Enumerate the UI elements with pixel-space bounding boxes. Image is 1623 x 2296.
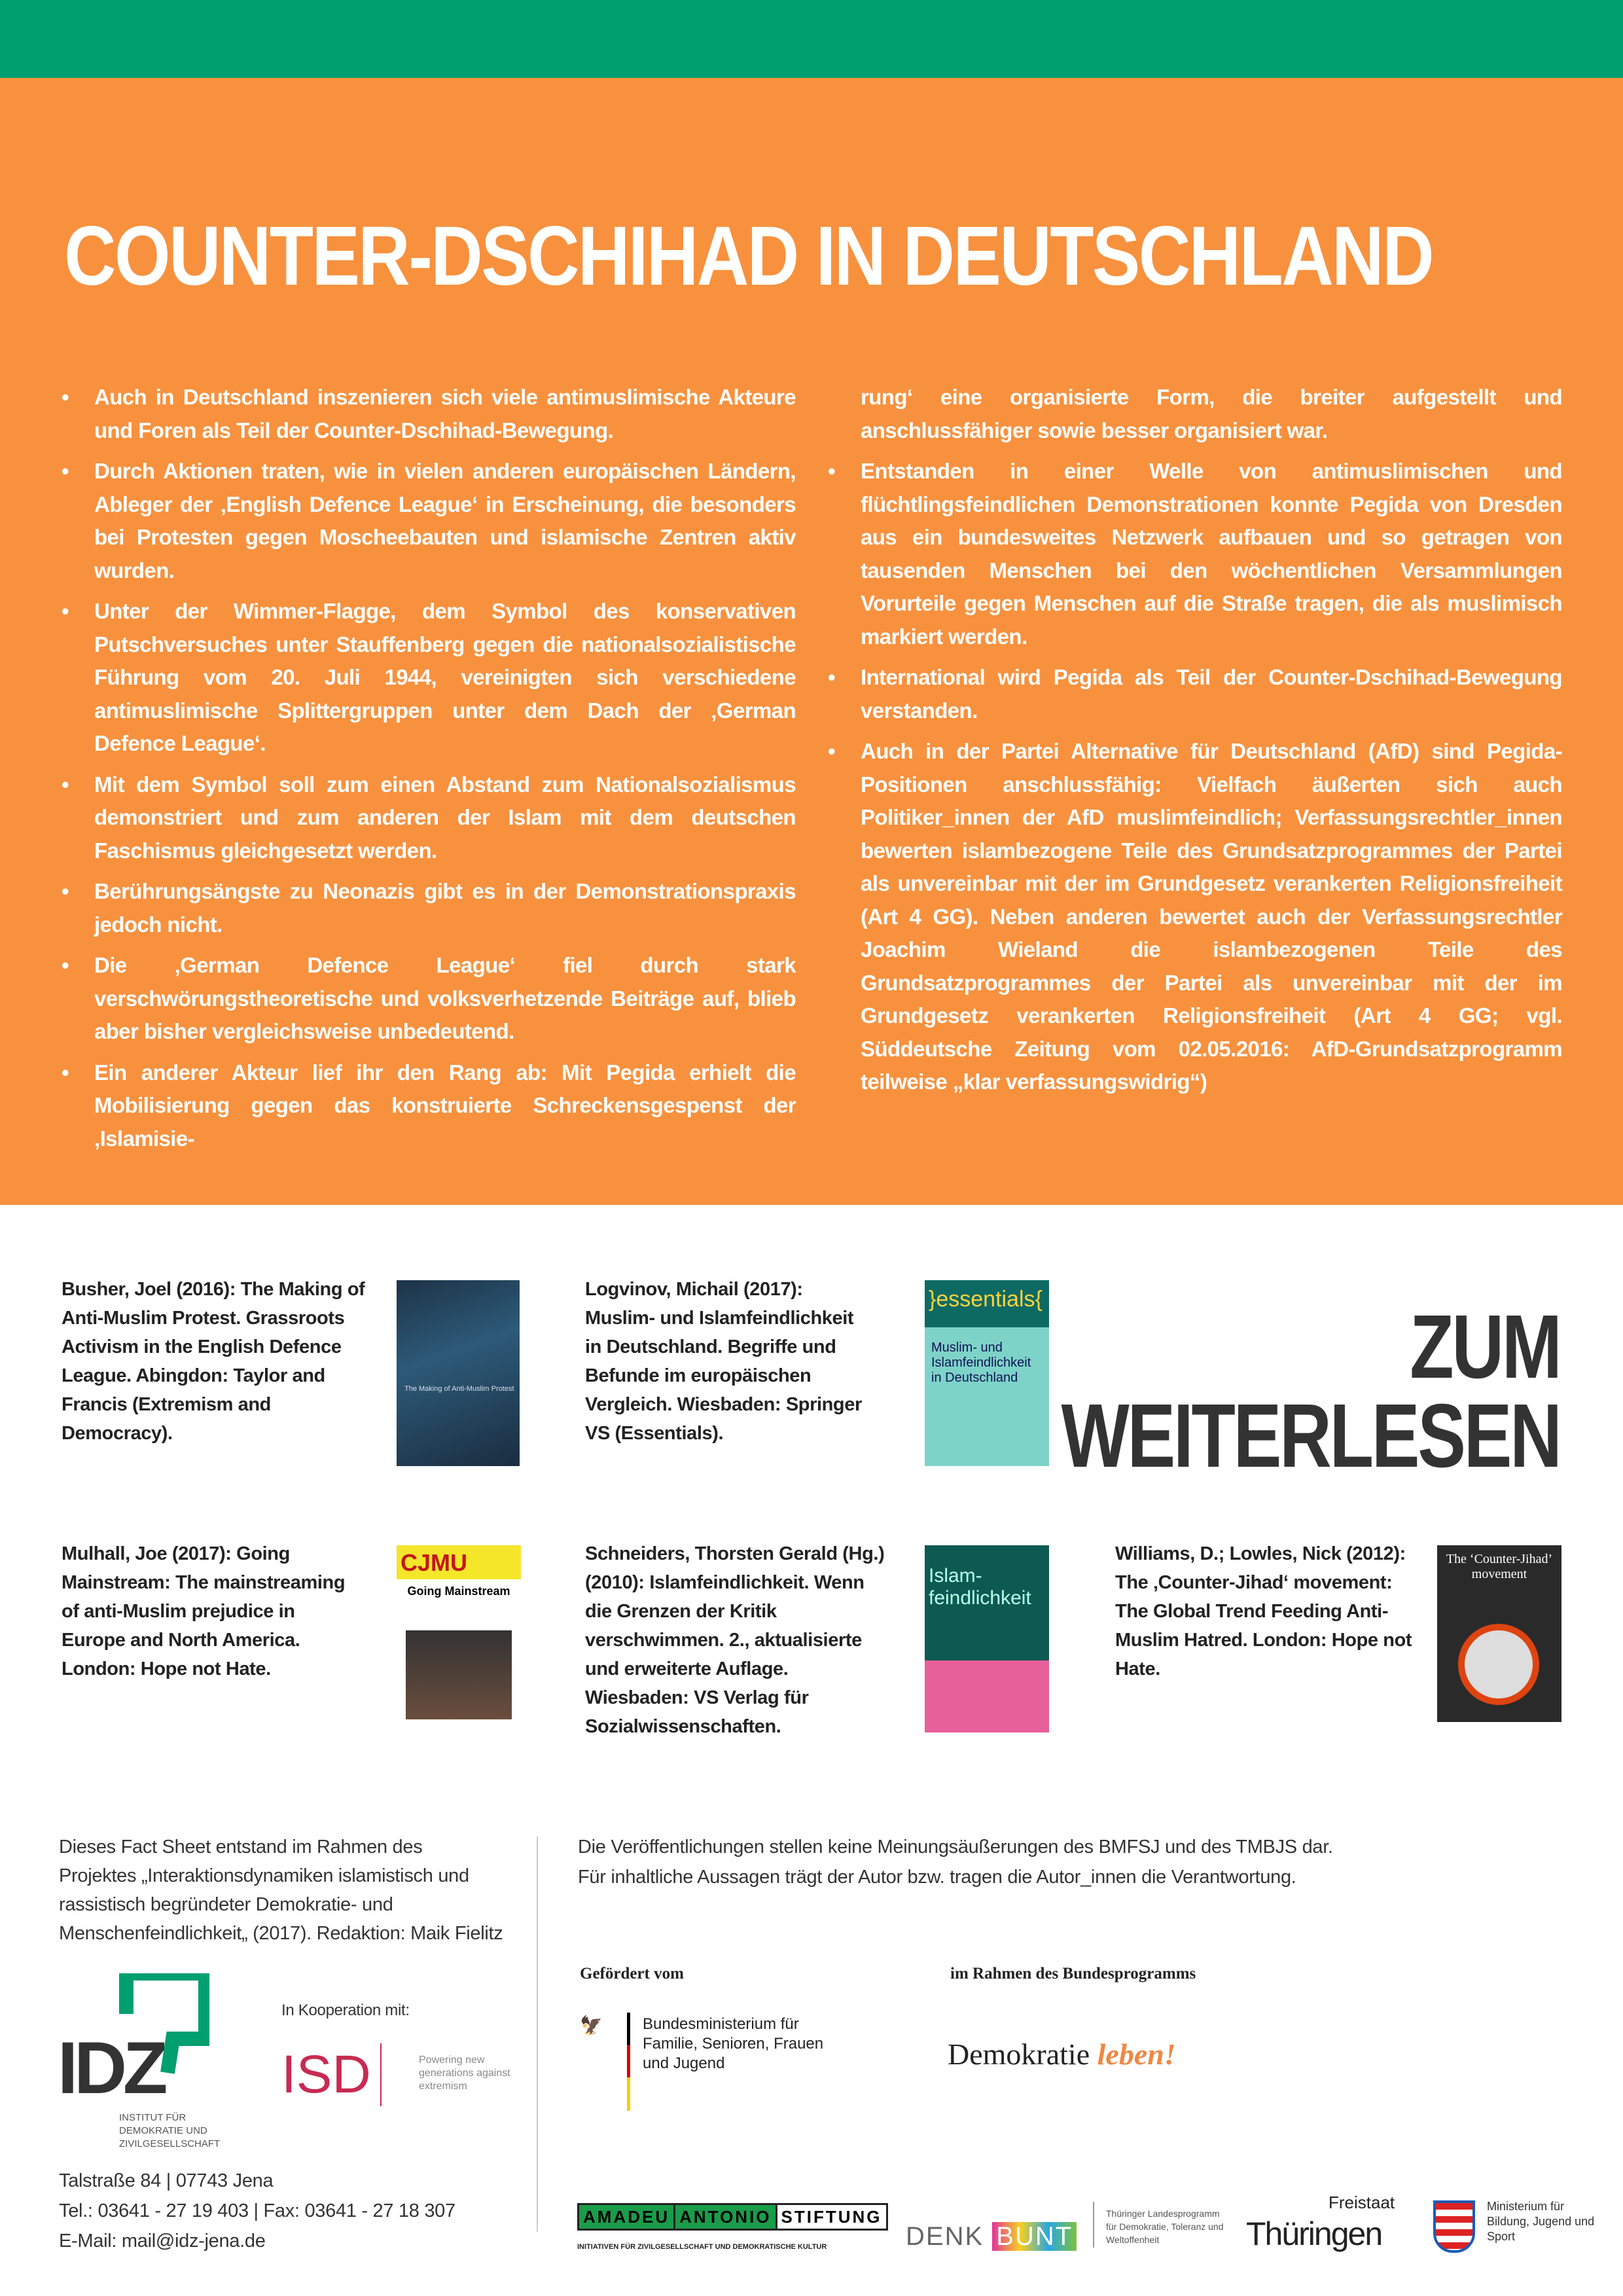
disclaimer-1: Die Veröffentlichungen stellen keine Meinungsäußerungen des BMFSJ und des TMBJS dar. bbox=[578, 1837, 1333, 1857]
heading-weiterlesen: WEITERLESEN bbox=[1061, 1386, 1560, 1486]
thueringen-coat-of-arms-icon bbox=[1433, 2200, 1475, 2253]
heading-zum: ZUM bbox=[1410, 1297, 1560, 1397]
bullet-text: Mit dem Symbol soll zum einen Abstand zum Nationalsozialismus demonstriert und zum anderen der Islam mit dem deutschen Faschismus gleichgesetzt werden. bbox=[94, 772, 796, 863]
bullet-text: Durch Aktionen traten, wie in vielen anderen europäischen Ländern, Ableger der ‚English Defence League‘ in Erscheinung, die besonders bei Protesten gegen Moscheebauten und islamische Zentren aktiv wurden. bbox=[94, 459, 796, 583]
section-heading-weiterlesen bbox=[1061, 1297, 1560, 1486]
bullet-icon: • bbox=[828, 739, 835, 763]
book-ref-williams: Williams, D.; Lowles, Nick (2012): The ‚Counter-Jihad‘ movement: The Global Trend Feeding Anti-Muslim Hatred. London: Hope not Hate. bbox=[1115, 1543, 1412, 1679]
stiftung-word: STIFTUNG bbox=[781, 2207, 882, 2227]
phone-fax: Tel.: 03641 - 27 19 403 | Fax: 03641 - 27 18 307 bbox=[59, 2200, 455, 2221]
leben-word: leben! bbox=[1097, 2037, 1176, 2071]
thueringen-logo: Thüringen bbox=[1246, 2215, 1382, 2252]
bullet-text: Unter der Wimmer-Flagge, dem Symbol des konservativen Putschversuches unter Stauffenberg gegen die nationalsozialistische Führung vom 20. Juli 1944, vereinigten sich verschiedene antimuslimische Splittergruppen unter dem Dach der ‚German Defence League‘. bbox=[94, 599, 796, 755]
bullet-icon: • bbox=[62, 459, 69, 483]
address: Talstraße 84 | 07743 Jena bbox=[59, 2170, 274, 2191]
project-note: Dieses Fact Sheet entstand im Rahmen des Projektes „Interaktionsdynamiken islamistisch und rassistisch begründeter Demokratie- und Menschenfeindlichkeit„ (2017). Redaktion: Maik Fielitz bbox=[59, 1837, 503, 1944]
bullet-item bbox=[62, 768, 796, 868]
bullet-item bbox=[828, 735, 1562, 1099]
bullet-item bbox=[62, 381, 796, 447]
book-cover-title: }essentials{ bbox=[925, 1280, 1049, 1327]
denk-word: DENK bbox=[906, 2222, 984, 2251]
book-ref-schneiders: Schneiders, Thorsten Gerald (Hg.) (2010): Islamfeindlichkeit. Wenn die Grenzen der Kritik verschwimmen. 2., aktualisierte und erweiterte Auflage. Wiesbaden: VS Verlag für Sozialwissenschaften. bbox=[585, 1543, 885, 1737]
bullet-text: Auch in der Partei Alternative für Deutschland (AfD) sind Pegida-Positionen anschlussfähig: Vielfach äußerten sich auch Politiker_innen der AfD muslimfeindlich; Verfassungsrechtler_innen bewerten islambezogene Teile des Grundsatzprogrammes der Partei als unvereinbar mit der im Grundgesetz verankerten Religionsfreiheit (Art 4 GG). Neben anderen bewertet auch der Verfassungsrechtler Joachim Wieland die islambezogenen Teile des Grundsatzprogrammes der Partei als unvereinbar mit der im Grundgesetz verankerten Religionsfreiheit (Art 4 GG; vgl. Süddeutsche Zeitung vom 02.05.2016: AfD-Grundsatzprogramm teilweise „klar verfassungswidrig“) bbox=[861, 739, 1562, 1094]
bullet-icon: • bbox=[62, 879, 69, 903]
book-cover-title: CJMU bbox=[397, 1545, 521, 1579]
bullet-icon: • bbox=[828, 665, 835, 689]
german-flag-bar bbox=[627, 2013, 630, 2111]
book-ref-mulhall: Mulhall, Joe (2017): Going Mainstream: The mainstreaming of anti-Muslim prejudice in Europe and North America. London: Hope not Hate. bbox=[62, 1543, 346, 1679]
page-title: COUNTER-DSCHIHAD IN DEUTSCHLAND bbox=[64, 209, 1433, 303]
footer-divider bbox=[537, 1837, 538, 2232]
bullet-text: International wird Pegida als Teil der Counter-Dschihad-Bewegung verstanden. bbox=[861, 665, 1562, 723]
bullet-item bbox=[828, 455, 1562, 653]
book-cover-photo bbox=[406, 1630, 512, 1719]
bullet-text: Entstanden in einer Welle von antimuslimischen und flüchtlingsfeindlichen Demonstrationen konnte Pegida von Dresden aus ein bundesweites Netzwerk aufbauen und so getragen von tausenden Menschen bei den wöchentlichen Versammlungen Vorurteile gegen Menschen auf die Straße tragen, die als muslimisch markiert werden. bbox=[861, 459, 1562, 649]
denkbunt-divider bbox=[1093, 2202, 1094, 2248]
book-cover-mulhall bbox=[397, 1545, 521, 1722]
denkbunt-subtitle: Thüringer Landesprogramm für Demokratie, Toleranz und Weltoffenheit bbox=[1106, 2208, 1224, 2245]
bullet-item bbox=[62, 875, 796, 941]
demokratie-word: Demokratie bbox=[948, 2037, 1090, 2071]
amadeu-antonio-logo bbox=[577, 2203, 888, 2231]
funded-by-label: Gefördert vom bbox=[580, 1965, 684, 1982]
book-cover-title: The Making of Anti-Muslim Protest bbox=[404, 1385, 514, 1393]
bunt-word: BUNT bbox=[992, 2222, 1077, 2251]
cooperation-label: In Kooperation mit: bbox=[281, 2001, 410, 2019]
bullet-text: Ein anderer Akteur lief ihr den Rang ab: Mit Pegida erhielt die Mobilisierung gegen das konstruierte Schreckensgespenst der ‚Islamisie- bbox=[94, 1060, 796, 1151]
bullet-icon: • bbox=[62, 1060, 69, 1085]
book-cover-williams bbox=[1437, 1545, 1561, 1722]
bullet-item bbox=[62, 455, 796, 587]
idz-subtitle: INSTITUT FÜR DEMOKRATIE UND ZIVILGESELLSCHAFT bbox=[119, 2112, 221, 2149]
book-cover-logvinov bbox=[925, 1280, 1049, 1466]
top-green-bar bbox=[0, 0, 1623, 78]
bullet-icon: • bbox=[62, 385, 69, 409]
prohibition-sign-icon bbox=[1458, 1624, 1539, 1705]
bullet-text: Auch in Deutschland inszenieren sich viele antimuslimische Akteure und Foren als Teil der Counter-Dschihad-Bewegung. bbox=[94, 385, 796, 442]
idz-wordmark: IDZ bbox=[58, 2027, 164, 2109]
bullet-item bbox=[828, 661, 1562, 727]
amadeu-word: AMADEU bbox=[579, 2205, 675, 2229]
book-ref-logvinov: Logvinov, Michail (2017): Muslim- und Islamfeindlichkeit in Deutschland. Begriffe und Befunde im europäischen Vergleich. Wiesbaden: Springer VS (Essentials). bbox=[585, 1279, 862, 1444]
tmbjs-label: Ministerium für Bildung, Jugend und Sport bbox=[1487, 2200, 1595, 2243]
isd-logo: ISD bbox=[281, 2043, 382, 2106]
book-ref-busher: Busher, Joel (2016): The Making of Anti-Muslim Protest. Grassroots Activism in the English Defence League. Abingdon: Taylor and Francis (Extremism and Democracy). bbox=[62, 1279, 365, 1444]
amadeu-subtitle: INITIATIVEN FÜR ZIVILGESELLSCHAFT UND DEMOKRATISCHE KULTUR bbox=[577, 2243, 827, 2251]
book-cover-schneiders bbox=[925, 1545, 1049, 1732]
bullet-continuation: rung‘ eine organisierte Form, die breiter aufgestellt und anschlussfähiger sowie besser organisiert war. bbox=[861, 385, 1562, 442]
book-cover-title: The ‘Counter-Jihad’ movement bbox=[1446, 1552, 1553, 1581]
bullet-item bbox=[62, 949, 796, 1049]
eagle-icon: 🦅 bbox=[580, 2015, 603, 2036]
freistaat-label: Freistaat bbox=[1329, 2193, 1395, 2212]
bullet-text: Die ‚German Defence League‘ fiel durch stark verschwörungstheoretische und volksverhetzende Beiträge auf, blieb aber bisher vergleichsweise unbedeutend. bbox=[94, 953, 796, 1043]
disclaimer-2: Für inhaltliche Aussagen trägt der Autor bzw. tragen die Autor_innen die Verantwortung. bbox=[578, 1867, 1296, 1888]
bullet-text: Berührungsängste zu Neonazis gibt es in der Demonstrationspraxis jedoch nicht. bbox=[94, 879, 796, 937]
book-cover-subtitle: Going Mainstream bbox=[407, 1585, 510, 1598]
right-column bbox=[828, 381, 1562, 1107]
bullet-item bbox=[62, 1056, 796, 1156]
programme-label: im Rahmen des Bundesprogramms bbox=[950, 1965, 1196, 1982]
email-link[interactable]: E-Mail: mail@idz-jena.de bbox=[59, 2231, 266, 2251]
bullet-item bbox=[62, 595, 796, 761]
demokratie-leben-logo bbox=[948, 2037, 1176, 2072]
book-cover-title: Islam-feindlichkeit bbox=[925, 1545, 1049, 1660]
book-cover-busher bbox=[397, 1280, 520, 1466]
isd-tagline: Powering new generations against extremism bbox=[419, 2054, 510, 2092]
denkbunt-logo bbox=[906, 2222, 1077, 2251]
bullet-icon: • bbox=[828, 459, 835, 483]
bullet-icon: • bbox=[62, 772, 69, 797]
bmfsfj-logo: Bundesministerium für Familie, Senioren, Frauen und Jugend bbox=[643, 2015, 824, 2072]
bullet-icon: • bbox=[62, 953, 69, 977]
antonio-word: ANTONIO bbox=[675, 2205, 777, 2229]
left-column bbox=[62, 381, 796, 1163]
book-cover-subtitle: Muslim- und Islamfeindlichkeit in Deutschland bbox=[931, 1340, 1031, 1385]
bullet-icon: • bbox=[62, 599, 69, 623]
